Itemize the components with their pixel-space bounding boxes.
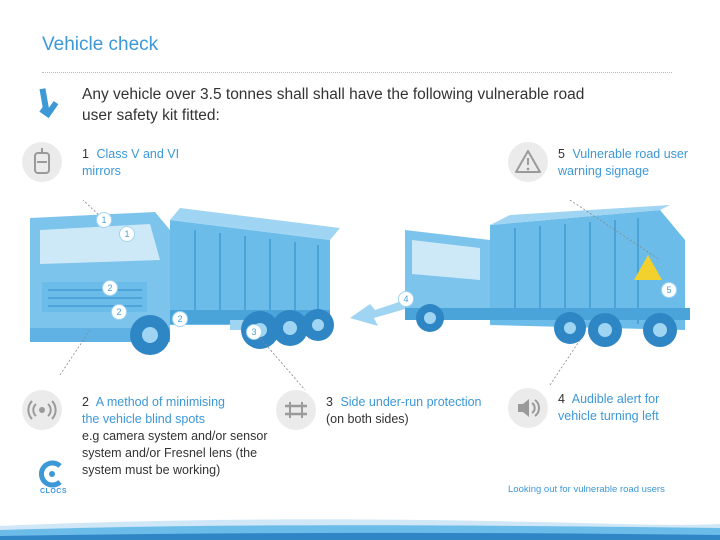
warning-icon-badge <box>508 142 548 182</box>
sensor-icon-badge <box>22 390 62 430</box>
item-4-number: 4 <box>558 392 565 406</box>
clocs-logo-icon <box>38 460 66 488</box>
callout-4: 4 <box>398 291 414 307</box>
mirror-icon <box>22 142 62 182</box>
item-2 <box>82 394 300 479</box>
speaker-icon <box>508 388 548 428</box>
item-4 <box>558 391 688 425</box>
item-2-number: 2 <box>82 395 89 409</box>
item-3-text: Side under-run protection <box>340 395 482 409</box>
callout-2b: 2 <box>111 304 127 320</box>
page-title: Vehicle check <box>42 34 159 55</box>
divider <box>42 72 672 73</box>
item-5-text: Vulnerable road user warning signage <box>558 147 689 178</box>
speaker-icon-badge <box>508 388 548 428</box>
sensor-waves-icon <box>22 390 62 430</box>
clocs-logo-text: CLOCS <box>40 488 67 495</box>
arrow-down-right-icon <box>38 86 66 120</box>
right-truck <box>405 205 690 347</box>
side-guard-icon-badge <box>276 390 316 430</box>
item-2-extra: e.g camera system and/or sensor system and/or Fresnel lens (the system must be working) <box>82 429 268 477</box>
callout-5: 5 <box>661 282 677 298</box>
intro-text: Any vehicle over 3.5 tonnes shall shall have the following vulnerable road user safety kit fitted: <box>82 86 585 124</box>
item-5-number: 5 <box>558 147 565 161</box>
item-2-text: A method of minimising the vehicle blind spots <box>82 395 225 426</box>
side-guard-icon <box>276 390 316 430</box>
mirror-icon-badge <box>22 142 62 182</box>
item-1 <box>82 146 192 180</box>
item-5 <box>558 146 708 180</box>
warning-triangle-icon <box>508 142 548 182</box>
left-truck <box>30 208 340 355</box>
item-1-number: 1 <box>82 147 89 161</box>
item-1-text: Class V and VI mirrors <box>82 147 180 178</box>
callout-2c: 2 <box>172 311 188 327</box>
item-3-extra: (on both sides) <box>326 412 409 426</box>
item-3-number: 3 <box>326 395 333 409</box>
callout-1a: 1 <box>96 212 112 228</box>
callout-2a: 2 <box>102 280 118 296</box>
item-3 <box>326 394 496 428</box>
callout-3: 3 <box>246 324 262 340</box>
footer-tagline: Looking out for vulnerable road users <box>508 484 665 495</box>
footer-wave-bar <box>0 514 720 540</box>
item-4-text: Audible alert for vehicle turning left <box>558 392 660 423</box>
callout-1b: 1 <box>119 226 135 242</box>
